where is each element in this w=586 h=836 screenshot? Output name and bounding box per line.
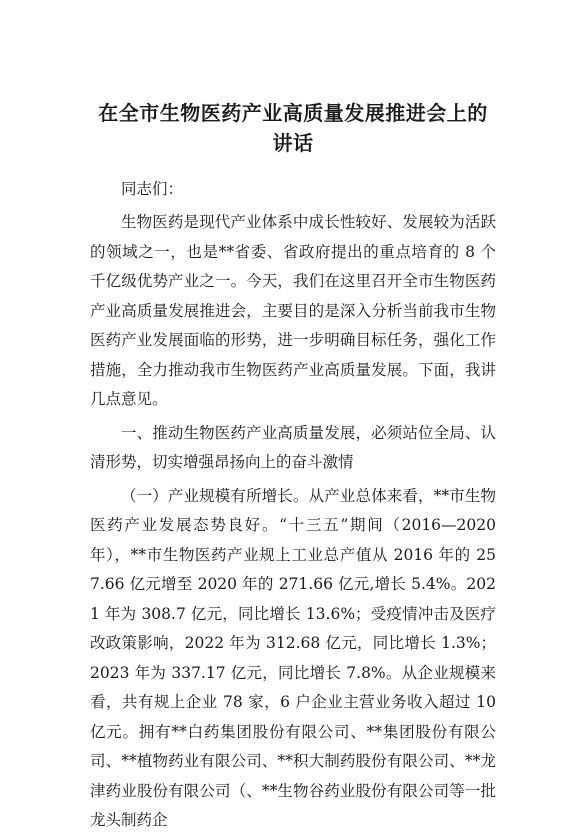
subsection-paragraph: （一）产业规模有所增长。从产业总体来看，**市生物医药产业发展态势良好。“十三五”期间（2016—2020 年），**市生物医药产业规上工业总产值从 2016 年的 257.66 亿元增至 2020 年的 271.66 亿元,增长 5.4%。2021 年为 308.7 亿元，同比增长 13.6%；受疫情冲击及医疗改政策影响，2022 年为 312.68 亿元，同比增长 1.3%；2023 年为 337.17 亿元，同比增长 7.8%。从企业规模来看，共有规上企业 78 家，6 户企业主营业务收入超过 10 亿元。拥有**白药集团股份有限公司、**集团股份有限公司、**植物药业有限公司、**积大制药股份有限公司、**龙津药业股份有限公司（、**生物谷药业股份有限公司等一批龙头制药企 [90,486,496,829]
salutation: 同志们： [121,180,184,198]
section-heading: 一、推动生物医药产业高质量发展，必须站位全局、认清形势，切实增强昂扬向上的奋斗激情 [90,423,496,471]
intro-paragraph: 生物医药是现代产业体系中成长性较好、发展较为活跃的领域之一，也是**省委、省政府提出的重点培育的 8 个千亿级优势产业之一。今天，我们在这里召开全市生物医药产业高质量发展推进会，主要目的是深入分析当前我市生物医药产业发展面临的形势，进一步明确目标任务，强化工作措施，全力推动我市生物医药产业高质量发展。下面，我讲几点意见。 [90,213,496,408]
document-title: 在全市生物医药产业高质量发展推进会上的讲话 [98,101,488,155]
